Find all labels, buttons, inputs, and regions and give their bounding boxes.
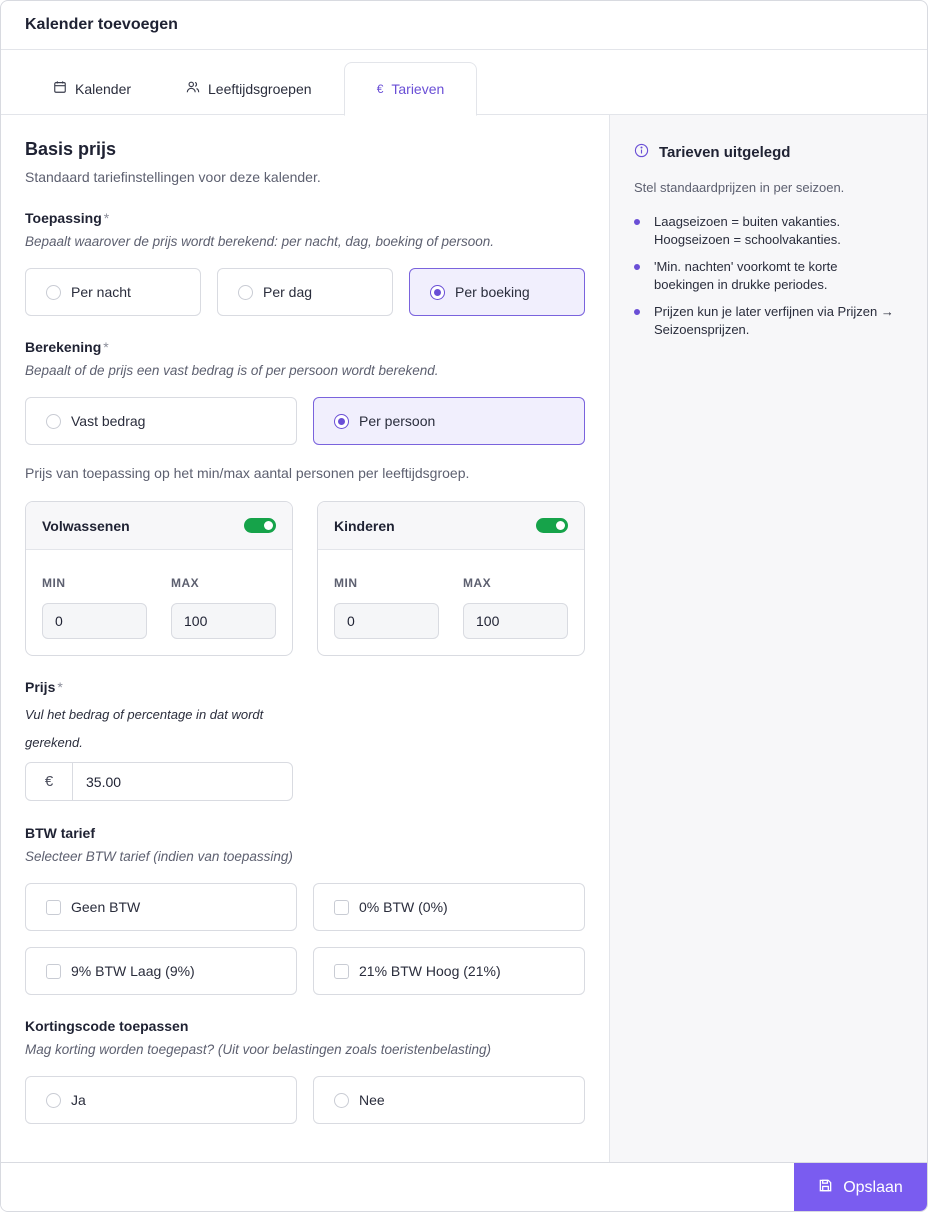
prijs-label: Prijs * [25,679,63,695]
radio[interactable] [238,285,253,300]
checkbox[interactable] [334,964,349,979]
group-name: Volwassenen [42,517,130,534]
max-label: MAX [171,576,200,590]
list-item-line: Laagseizoen = buiten vakanties. [654,214,841,229]
option-per-boeking[interactable] [409,268,585,316]
btw-label: BTW tarief [25,825,95,841]
toepassing-help: Bepaalt waarover de prijs wordt berekend: per nacht, dag, boeking of persoon. [25,234,495,249]
toepassing-label: Toepassing * [25,210,110,226]
prijs-help [25,701,325,757]
tab-label: Tarieven [391,81,445,97]
group-toggle[interactable] [244,518,276,533]
group-toggle[interactable] [536,518,568,533]
tab-leeftijdsgroepen[interactable] [186,62,312,115]
tab-tarieven[interactable] [344,62,477,116]
korting-label: Kortingscode toepassen [25,1018,189,1034]
list-item-line: Prijzen kun je later verfijnen via Prijzen → [654,304,894,319]
radio[interactable] [334,1093,349,1108]
radio-selected[interactable] [430,285,445,300]
prijs-help-line: gerekend. [25,735,83,750]
modal-title: Kalender toevoegen [25,16,178,33]
option-label: 21% BTW Hoog (21%) [359,963,501,979]
min-label: MIN [334,576,358,590]
option-per-dag[interactable] [217,268,393,316]
option-btw-9[interactable] [25,947,297,995]
checkbox[interactable] [46,964,61,979]
sidebar-title-row [634,143,903,161]
tab-label: Leeftijdsgroepen [208,80,312,97]
required-mark: * [103,339,109,355]
tab-bar [1,50,927,115]
berekening-label: Berekening * [25,339,109,355]
tab-label: Kalender [75,80,132,97]
option-label: Per persoon [359,413,436,429]
option-label: Geen BTW [71,899,141,915]
groups-note: Prijs van toepassing op het min/max aantal personen per leeftijdsgroep. [25,465,470,481]
required-mark: * [103,210,110,226]
option-ja[interactable] [25,1076,297,1124]
modal-footer [1,1162,927,1211]
radio[interactable] [46,285,61,300]
save-button[interactable] [794,1163,927,1212]
sidebar-list [634,213,903,339]
option-nee[interactable] [313,1076,585,1124]
min-input[interactable]: 0 [42,603,147,639]
option-label: 0% BTW (0%) [359,899,448,915]
option-vast-bedrag[interactable] [25,397,297,445]
info-sidebar [609,115,927,1164]
list-item [634,213,903,249]
currency-prefix: € [26,763,73,800]
max-input[interactable]: 100 [463,603,568,639]
radio[interactable] [46,1093,61,1108]
price-input[interactable] [25,762,293,801]
option-btw-0[interactable] [313,883,585,931]
checkbox[interactable] [334,900,349,915]
berekening-help: Bepaalt of de prijs een vast bedrag is of per persoon wordt berekend. [25,363,439,378]
option-label: Per dag [263,284,313,300]
option-per-persoon[interactable] [313,397,585,445]
radio-selected[interactable] [334,414,349,429]
users-icon [186,80,200,97]
btw-help: Selecteer BTW tarief (indien van toepassing) [25,849,293,864]
list-item [634,258,903,294]
list-item-line: 'Min. nachten' voorkomt te korte [654,259,838,274]
section-subtitle: Standaard tariefinstellingen voor deze kalender. [25,169,321,185]
calendar-icon [53,80,67,97]
tab-kalender[interactable] [53,62,131,115]
group-name: Kinderen [334,517,395,534]
list-item-line: Hoogseizoen = schoolvakanties. [654,232,841,247]
required-mark: * [57,679,63,695]
list-item [634,303,903,339]
sidebar-title: Tarieven uitgelegd [659,143,791,161]
option-label: Per nacht [71,284,131,300]
checkbox[interactable] [46,900,61,915]
list-item-line: boekingen in drukke periodes. [654,277,828,292]
main-content [1,115,609,1164]
modal-header [1,1,927,50]
save-icon [818,1178,833,1198]
prijs-help-line: Vul het bedrag of percentage in dat wordt [25,707,264,722]
min-input[interactable]: 0 [334,603,439,639]
korting-help: Mag korting worden toegepast? (Uit voor belastingen zoals toeristenbelasting) [25,1042,492,1057]
list-item-line: Seizoensprijzen. [654,322,750,337]
option-label: Nee [359,1092,385,1108]
option-geen-btw[interactable] [25,883,297,931]
option-label: 9% BTW Laag (9%) [71,963,195,979]
option-per-nacht[interactable] [25,268,201,316]
save-label: Opslaan [843,1178,903,1196]
min-label: MIN [42,576,66,590]
euro-icon: € [376,82,384,96]
option-btw-21[interactable] [313,947,585,995]
radio[interactable] [46,414,61,429]
max-input[interactable]: 100 [171,603,276,639]
price-value[interactable]: 35.00 [86,773,122,790]
option-label: Per boeking [455,284,530,300]
group-card-kinderen [317,501,585,656]
max-label: MAX [463,576,492,590]
group-card-header [318,502,584,550]
option-label: Ja [71,1092,86,1108]
group-card-volwassenen [25,501,293,656]
option-label: Vast bedrag [71,413,146,429]
sidebar-intro: Stel standaardprijzen in per seizoen. [634,180,845,195]
section-title: Basis prijs [25,139,117,159]
group-card-header [26,502,292,550]
info-icon [634,143,649,161]
